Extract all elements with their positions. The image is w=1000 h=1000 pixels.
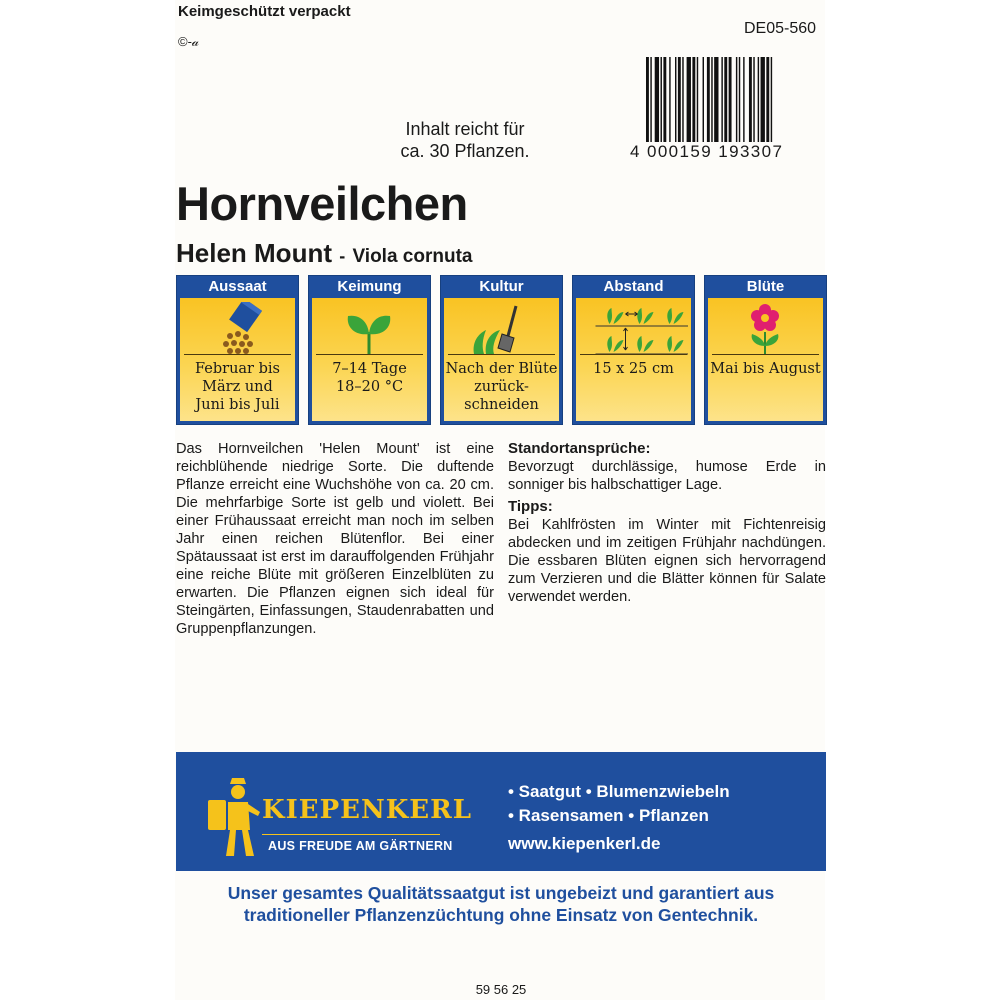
product-range: • Saatgut • Blumenzwiebeln • Rasensamen • Pflanzen [508, 782, 730, 825]
info-box-bluete: Blüte Mai bis August [704, 275, 827, 425]
article-code: DE05-560 [744, 20, 817, 37]
brand-logo: KIEPENKERL [262, 795, 473, 825]
content-note: Inhalt reicht für ca. 30 Pflanzen. [400, 119, 530, 161]
kiepenkerl-mini-icon: 𝒶 [191, 34, 200, 49]
product-description: Das Hornveilchen 'Helen Mount' ist eine reichblühende niedrige Sorte. Die duftende Pflanze erreicht eine Wuchshöhe von ca. 20 cm. Die mehrfarbige Sorte ist gelb und violett. Bei einer Frühaussaat erreicht man noch im selben Jahr einen reichen Blütenflor. Bei einer Spätaussaat ist erst im darauffolgenden Frühjahr eine reiche Blüte mit größeren Einzelblüten zu erwarten. Die Pflanzen eignen sich ideal für Steingärten, Einfassungen, Staudenrabatten und Gruppenpflanzungen. [176, 441, 494, 637]
product-subtitle [176, 238, 472, 269]
location-heading: Standortansprüche: [508, 440, 651, 457]
location-text: Bevorzugt durchlässige, humose Erde in sonniger bis halbschattiger Lage. [508, 459, 826, 493]
website-link[interactable]: www.kiepenkerl.de [508, 834, 661, 853]
care-info [508, 440, 826, 610]
product-title: Hornveilchen [176, 177, 468, 230]
variety-name: Helen Mount [176, 238, 332, 268]
packed-note: Keimgeschützt verpackt [178, 3, 351, 20]
brand-banner [176, 752, 826, 871]
subtitle-separator: - [339, 246, 346, 266]
tips-text: Bei Kahlfrösten im Winter mit Fichtenreisig abdecken und im zeitigen Frühjahr nachdüngen. Die essbaren Blüten eignen sich hervorragend zum Verzieren und die Blätter können für Salate verwendet werden. [508, 517, 826, 605]
kiepenkerl-mascot-icon [204, 772, 264, 862]
page-code: 59 56 25 [475, 982, 527, 997]
info-box-abstand: Abstand 15 x 25 cm [572, 275, 695, 425]
flower-icon [728, 302, 803, 356]
info-box-aussaat: Aussaat Februar bis März und Juni bis Juli [176, 275, 299, 425]
seedling-icon [332, 302, 407, 356]
seed-bag-icon [200, 302, 275, 356]
barcode-number: 4 000159 193307 [628, 142, 820, 162]
barcode-icon [646, 57, 814, 151]
copyright-mark: ©-𝒶 [178, 34, 200, 49]
spacing-icon [578, 302, 688, 356]
brand-slogan: AUS FREUDE AM GÄRTNERN [268, 839, 453, 853]
quality-statement: Unser gesamtes Qualitätssaatgut ist ungebeizt und garantiert aus traditioneller Pflanzenzüchtung ohne Einsatz von Gentechnik. [227, 883, 775, 925]
info-boxes [176, 275, 826, 425]
latin-name: Viola cornuta [352, 246, 473, 267]
tips-heading: Tipps: [508, 498, 553, 515]
info-box-kultur: Kultur Nach der Blüte zurück- schneiden [440, 275, 563, 425]
info-box-keimung: Keimung 7–14 Tage 18–20 °C [308, 275, 431, 425]
shovel-icon [464, 302, 539, 356]
